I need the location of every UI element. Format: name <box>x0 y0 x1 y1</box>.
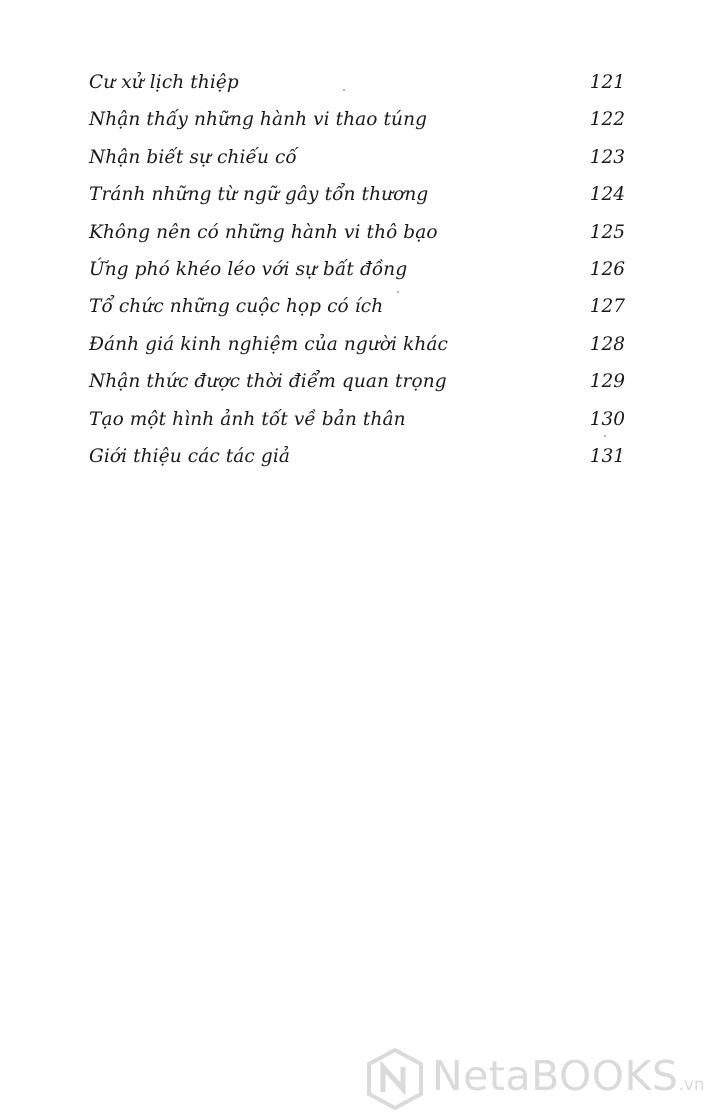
toc-entry-title: Nhận thức được thời điểm quan trọng <box>89 371 447 393</box>
watermark <box>366 1046 705 1112</box>
toc-entry-page-number: 121 <box>589 72 625 93</box>
toc-entry-title: Tạo một hình ảnh tốt về bản thân <box>89 408 406 430</box>
toc-entry-page-number: 125 <box>589 221 625 243</box>
toc-entry-title: Tránh những từ ngữ gây tổn thương <box>89 184 429 206</box>
toc-entry[interactable] <box>89 292 625 329</box>
toc-entry[interactable] <box>89 367 625 404</box>
toc-entry[interactable] <box>89 255 625 292</box>
toc-entry-title: Đánh giá kinh nghiệm của người khác <box>89 333 448 355</box>
toc-entry[interactable] <box>89 143 625 180</box>
scan-speck <box>343 89 345 91</box>
scan-speck <box>397 291 399 293</box>
toc-entry[interactable] <box>89 218 625 255</box>
watermark-brand-suffix: .vn <box>678 1075 705 1095</box>
toc-entry-title: Không nên có những hành vi thô bạo <box>89 221 438 243</box>
toc-entry-title: Tổ chức những cuộc họp có ích <box>89 296 384 318</box>
toc-entry-page-number: 131 <box>589 445 625 467</box>
toc-entry-title: Nhận thấy những hành vi thao túng <box>89 109 428 131</box>
toc-entry-page-number: 126 <box>589 258 625 280</box>
toc-entry[interactable] <box>89 405 625 442</box>
scan-speck <box>604 435 606 437</box>
watermark-brand-name: NetaBOOKS <box>432 1052 679 1100</box>
toc-entry-page-number: 124 <box>589 184 625 206</box>
toc-entry-title: Ứng phó khéo léo với sự bất đồng <box>89 258 408 280</box>
toc-entry[interactable] <box>89 68 625 105</box>
neta-hexagon-logo-icon <box>366 1048 424 1110</box>
toc-entry-page-number: 128 <box>589 333 625 355</box>
toc-entry-page-number: 127 <box>589 296 625 318</box>
toc-entry-page-number: 122 <box>589 109 625 131</box>
toc-entry-page-number: 129 <box>589 371 625 393</box>
toc-entry[interactable] <box>89 442 625 479</box>
toc-entry-page-number: 130 <box>589 408 625 430</box>
toc-entry-title: Cư xử lịch thiệp <box>89 72 239 93</box>
table-of-contents <box>89 68 625 479</box>
toc-entry[interactable] <box>89 105 625 142</box>
watermark-brand <box>432 1052 705 1100</box>
toc-entry[interactable] <box>89 180 625 217</box>
toc-entry-title: Giới thiệu các tác giả <box>89 445 290 467</box>
toc-entry[interactable] <box>89 330 625 367</box>
toc-entry-title: Nhận biết sự chiếu cố <box>89 146 297 168</box>
toc-entry-page-number: 123 <box>589 146 625 168</box>
